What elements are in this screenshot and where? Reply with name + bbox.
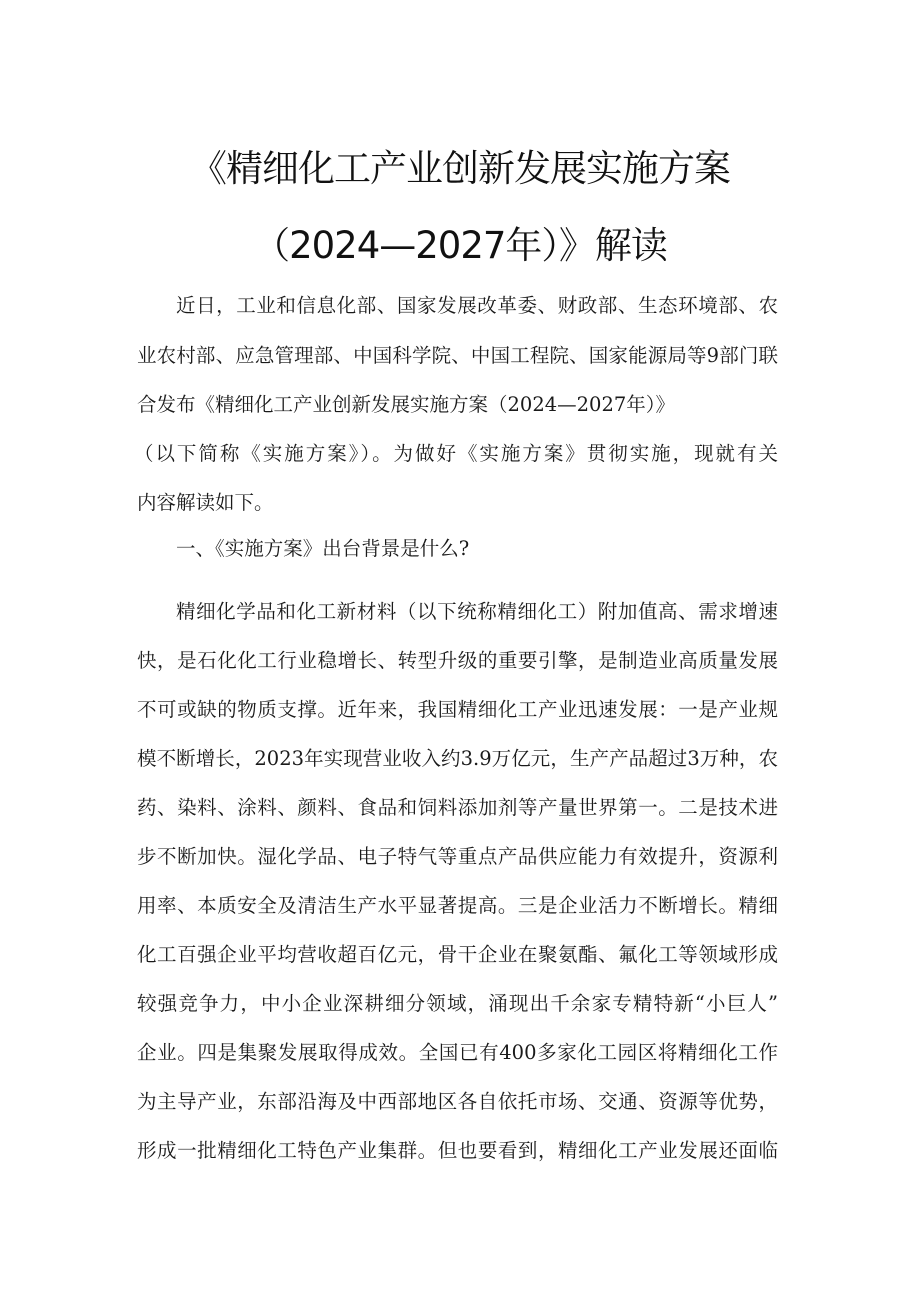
intro-line-1: 近日，工业和信息化部、国家发展改革委、财政部、生态环境部、农 <box>176 294 778 317</box>
intro-line-3: 合发布《精细化工产业创新发展实施方案（2024—2027年）》 <box>137 393 676 416</box>
intro-line-4: （以下简称《实施方案》）。为做好《实施方案》贯彻实施，现就有关 <box>134 442 778 465</box>
document-title-line-2: （2024—2027年）》解读 <box>253 224 667 267</box>
body-line-12: 形成一批精细化工特色产业集群。但也要看到，精细化工产业发展还面临 <box>137 1139 778 1162</box>
body-line-11: 为主导产业，东部沿海及中西部地区各自依托市场、交通、资源等优势， <box>137 1090 778 1113</box>
intro-line-2: 业农村部、应急管理部、中国科学院、中国工程院、国家能源局等9部门联 <box>137 344 778 367</box>
body-line-4: 模不断增长，2023年实现营业收入约3.9万亿元，生产产品超过3万种，农 <box>137 747 778 770</box>
body-line-6: 步不断加快。湿化学品、电子特气等重点产品供应能力有效提升，资源利 <box>137 845 778 868</box>
body-line-10: 企业。四是集聚发展取得成效。全国已有400多家化工园区将精细化工作 <box>137 1041 778 1064</box>
body-line-5: 药、染料、涂料、颜料、食品和饲料添加剂等产量世界第一。二是技术进 <box>137 796 778 819</box>
body-line-7: 用率、本质安全及清洁生产水平显著提高。三是企业活力不断增长。精细 <box>137 894 778 917</box>
body-line-3: 不可或缺的物质支撑。近年来，我国精细化工产业迅速发展：一是产业规 <box>137 698 778 721</box>
body-line-1: 精细化学品和化工新材料（以下统称精细化工）附加值高、需求增速 <box>176 600 778 623</box>
body-line-2: 快，是石化化工行业稳增长、转型升级的重要引擎，是制造业高质量发展 <box>137 649 778 672</box>
intro-line-5: 内容解读如下。 <box>137 491 274 514</box>
body-line-8: 化工百强企业平均营收超百亿元，骨干企业在聚氨酯、氟化工等领域形成 <box>137 943 778 966</box>
section-1-heading: 一、《实施方案》出台背景是什么? <box>176 537 470 560</box>
body-line-9: 较强竞争力，中小企业深耕细分领域，涌现出千余家专精特新“小巨人” <box>137 992 778 1015</box>
document-title-line-1: 《精细化工产业创新发展实施方案 <box>190 147 730 190</box>
